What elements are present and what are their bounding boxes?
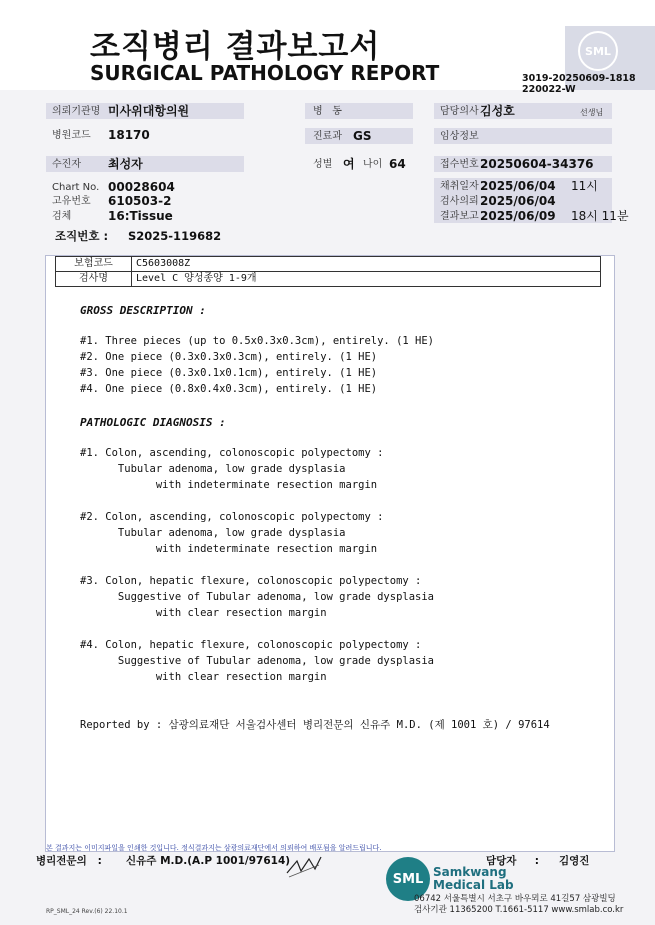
gross-list — [80, 333, 434, 397]
contact-line: 검사기관 11365200 T.1661-5117 www.smlab.co.kr — [414, 905, 624, 915]
form-number: RP_SML_24 Rev.(6) 22.10.1 — [46, 908, 128, 915]
title-english: SURGICAL PATHOLOGY REPORT — [90, 61, 440, 85]
test-name-value: Level C 양성종양 1-9개 — [132, 272, 601, 287]
clinical-label: 임상정보 — [440, 131, 479, 142]
dept-value: GS — [353, 129, 372, 143]
dept-label: 진료과 — [313, 131, 342, 142]
hospital-code-label: 병원코드 — [52, 130, 91, 141]
specimen-value: 16:Tissue — [108, 209, 173, 223]
test-name-label: 검사명 — [56, 272, 132, 287]
gross-heading: GROSS DESCRIPTION : — [80, 304, 206, 317]
receipt-no-label: 접수번호 — [440, 159, 479, 170]
manager-label: 담당자 : — [486, 855, 539, 867]
diagnosis-line: Suggestive of Tubular adenoma, low grade dysplasia — [80, 591, 435, 603]
patient-label: 수진자 — [52, 159, 81, 170]
table-row — [56, 272, 601, 287]
list-item: #1. Three pieces (up to 0.5x0.3x0.3cm), entirely. (1 HE) — [80, 335, 435, 347]
doctor-suffix: 선생님 — [580, 108, 604, 117]
list-item: #2. One piece (0.3x0.3x0.3cm), entirely. (1 HE) — [80, 351, 378, 363]
sex-label: 성별 — [313, 159, 333, 170]
diagnosis-line: #4. Colon, hepatic flexure, colonoscopic polypectomy : — [80, 639, 422, 651]
age-value: 64 — [389, 157, 406, 171]
diagnosis-item-1 — [80, 445, 383, 493]
table-row — [56, 257, 601, 272]
diagnosis-line: Tubular adenoma, low grade dysplasia — [80, 527, 346, 539]
insurance-code-label: 보험코드 — [56, 257, 132, 272]
report-body — [45, 255, 615, 852]
diagnosis-item-4 — [80, 637, 434, 685]
samkwang-logo-icon: SML — [386, 857, 430, 901]
lab-name-line1: Samkwang — [433, 865, 507, 879]
pathologist-value: 신유주 M.D.(A.P 1001/97614) — [126, 855, 291, 867]
lab-address — [414, 894, 623, 916]
lab-name — [433, 866, 514, 892]
document-number — [522, 73, 636, 95]
sml-logo-icon: SML — [578, 31, 618, 71]
doctor-label: 담당의사 — [440, 106, 479, 117]
diagnosis-line: Suggestive of Tubular adenoma, low grade dysplasia — [80, 655, 435, 667]
age-label: 나이 — [363, 159, 383, 170]
list-item: #4. One piece (0.8x0.4x0.3cm), entirely. (1 HE) — [80, 383, 378, 395]
collect-date-label: 채취일자 — [440, 181, 479, 192]
reported-by: Reported by : 삼광의료재단 서울검사센터 병리전문의 신유주 M.D. (제 1001 호) / 97614 — [80, 719, 550, 731]
collect-time-value: 11시 — [571, 179, 598, 193]
title-korean: 조직병리 결과보고서 — [90, 29, 381, 65]
diagnosis-line: with indeterminate resection margin — [80, 543, 378, 555]
doctor-value: 김성호 — [480, 104, 515, 118]
diagnosis-line: #1. Colon, ascending, colonoscopic polypectomy : — [80, 447, 384, 459]
manager-value: 김영진 — [559, 855, 590, 867]
diagnosis-line: #3. Colon, hepatic flexure, colonoscopic polypectomy : — [80, 575, 422, 587]
document-number-line2: 220022-W — [522, 84, 576, 95]
unique-no-value: 610503-2 — [108, 194, 172, 208]
chart-no-label: Chart No. — [52, 182, 100, 193]
chart-no-value: 00028604 — [108, 180, 175, 194]
report-time-value: 18시 11분 — [571, 209, 629, 223]
diagnosis-line: with indeterminate resection margin — [80, 479, 378, 491]
patient-value: 최성자 — [108, 157, 143, 171]
diagnosis-line: #2. Colon, ascending, colonoscopic polypectomy : — [80, 511, 384, 523]
signature-icon — [285, 853, 323, 879]
unique-no-label: 고유번호 — [52, 196, 91, 207]
request-org-label: 의뢰기관명 — [52, 106, 101, 117]
diagnosis-item-2 — [80, 509, 383, 557]
lab-name-line2: Medical Lab — [433, 878, 514, 892]
specimen-label: 검체 — [52, 211, 72, 222]
report-date-label: 결과보고 — [440, 211, 479, 222]
notice-text: 본 결과지는 이미지파일을 인쇄한 것입니다. 정식결과지는 삼광의료재단에서 의뢰하여 배포됨을 알려드립니다. — [46, 844, 382, 852]
request-date-label: 검사의뢰 — [440, 196, 479, 207]
receipt-no-value: 20250604-34376 — [480, 157, 594, 171]
hospital-code-value: 18170 — [108, 128, 150, 142]
diagnosis-line: Tubular adenoma, low grade dysplasia — [80, 463, 346, 475]
insurance-code-value: C5603008Z — [132, 257, 601, 272]
diagnosis-item-3 — [80, 573, 434, 621]
ward-label: 병 동 — [313, 106, 342, 117]
address-line: 06742 서울특별시 서초구 바우뫼로 41길57 삼광빌딩 — [414, 894, 616, 904]
pathologist-label: 병리전문의 : — [36, 855, 102, 867]
tissue-no-value: S2025-119682 — [128, 229, 222, 243]
diagnosis-line: with clear resection margin — [80, 607, 327, 619]
code-table — [55, 256, 601, 287]
request-date-value: 2025/06/04 — [480, 194, 556, 208]
collect-date-value: 2025/06/04 — [480, 179, 556, 193]
sex-value: 여 — [343, 157, 355, 171]
report-date-value: 2025/06/09 — [480, 209, 556, 223]
document-number-line1: 3019-20250609-1818 — [522, 73, 636, 84]
request-org-value: 미사위대항의원 — [108, 104, 190, 118]
diagnosis-line: with clear resection margin — [80, 671, 327, 683]
tissue-no-label: 조직번호 : — [55, 229, 109, 243]
diagnosis-heading: PATHOLOGIC DIAGNOSIS : — [80, 416, 226, 429]
list-item: #3. One piece (0.3x0.1x0.1cm), entirely. (1 HE) — [80, 367, 378, 379]
